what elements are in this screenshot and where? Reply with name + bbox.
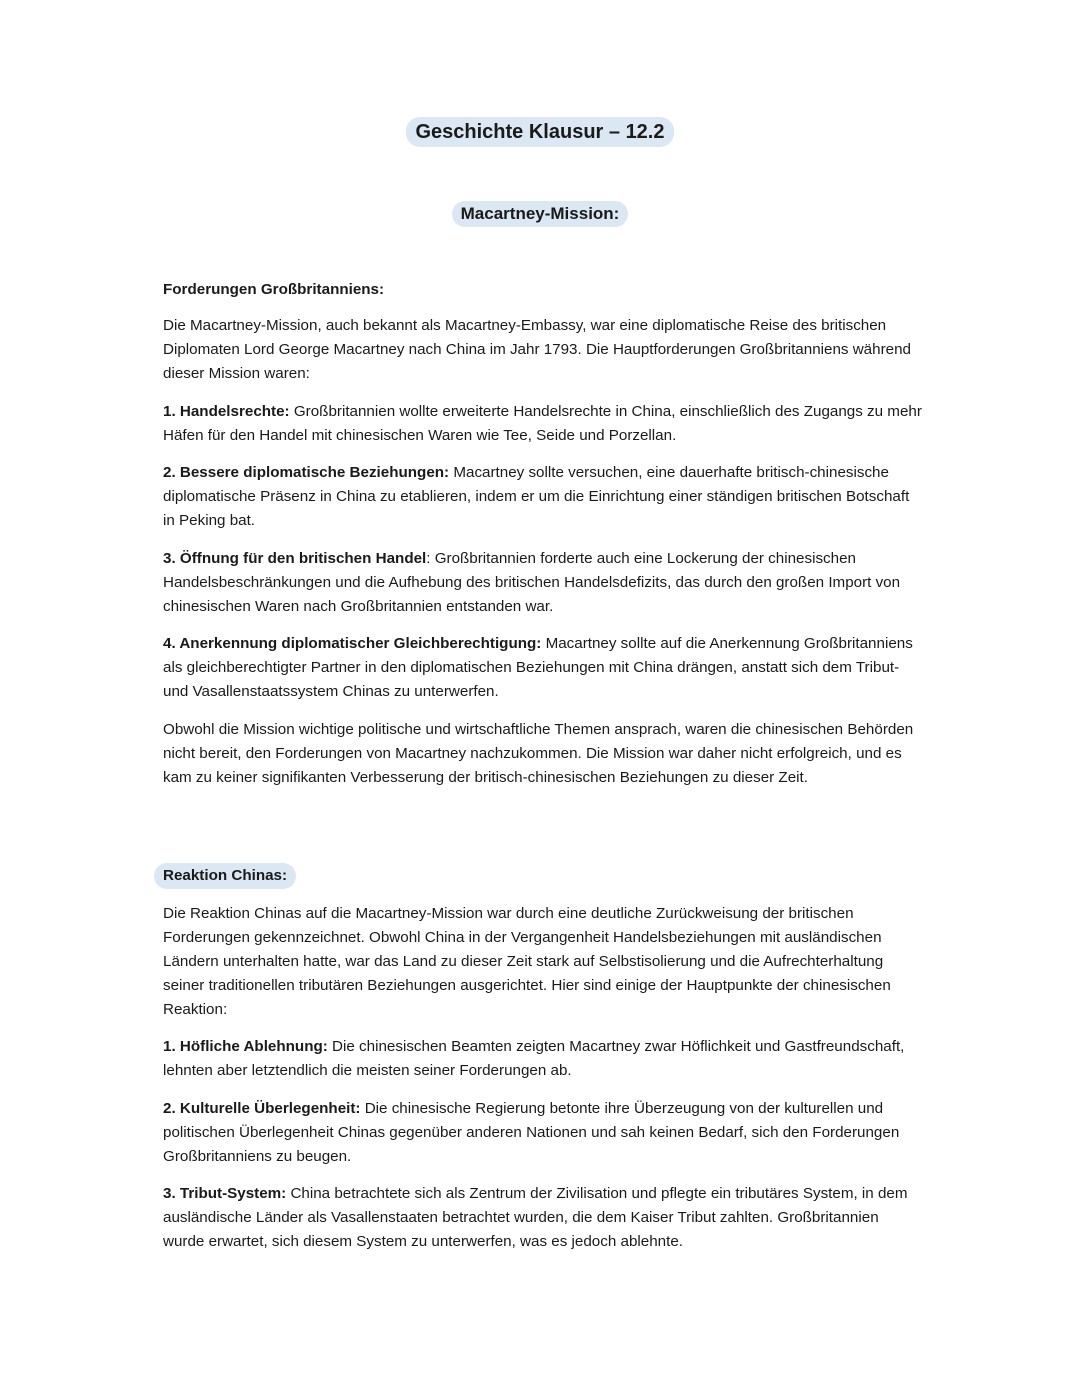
paragraph-intro: Die Reaktion Chinas auf die Macartney-Mission war durch eine deutliche Zurückweisung der britischen Forderungen gekennzeichnet. Obwohl China in der Vergangenheit Handelsbeziehungen mit ausländischen Ländern unterhalten hatte, war das Land zu dieser Zeit stark auf Selbstisolierung und die Aufrechterhaltung seiner traditionellen tributären Beziehungen ausgerichtet. Hier sind einige der Hauptpunkte der chinesischen Reaktion: [163, 905, 891, 1018]
section-reaktion-intro [163, 902, 923, 1022]
page-subtitle: Macartney-Mission: [452, 201, 629, 227]
list-item [163, 547, 923, 619]
section-reaktion [163, 863, 923, 889]
paragraph-conclusion: Obwohl die Mission wichtige politische und wirtschaftliche Themen ansprach, waren die chinesischen Behörden nicht bereit, den Forderungen von Macartney nachzukommen. Die Mission war daher nicht erfolgreich, und es kam zu keiner signifikanten Verbesserung der britisch-chinesischen Beziehungen zu dieser Zeit. [163, 721, 914, 786]
list-item [163, 400, 923, 448]
list-item [163, 1097, 923, 1169]
item-text: Die chinesische Regierung betonte ihre Überzeugung von der kulturellen und politischen Überlegenheit Chinas gegenüber anderen Nationen und sah keinen Bedarf, sich den Forderungen Großbritanniens zu beugen. [163, 1100, 900, 1165]
item-label: 3. Tribut-System: [163, 1185, 287, 1202]
list-item [163, 461, 923, 533]
title-block [0, 117, 1080, 147]
item-label: 2. Bessere diplomatische Beziehungen: [163, 464, 450, 481]
section-heading: Reaktion Chinas: [154, 863, 296, 889]
item-label: 2. Kulturelle Überlegenheit: [163, 1100, 361, 1117]
item-label: 1. Höfliche Ablehnung: [163, 1038, 328, 1055]
item-text: China betrachtete sich als Zentrum der Zivilisation und pflegte ein tributäres System, in dem ausländische Länder als Vasallenstaaten betrachtet wurden, die dem Kaiser Tribut zahlten. Großbritannien wurde erwartet, sich diesem System zu unterwerfen, was es jedoch ablehnte. [163, 1185, 908, 1250]
list-item [163, 1182, 923, 1254]
section-forderungen [163, 278, 923, 302]
item-label: 1. Handelsrechte: [163, 403, 290, 420]
subtitle-block [0, 201, 1080, 227]
paragraph-intro: Die Macartney-Mission, auch bekannt als Macartney-Embassy, war eine diplomatische Reise des britischen Diplomaten Lord George Macartney nach China im Jahr 1793. Die Hauptforderungen Großbritanniens während dieser Mission waren: [163, 317, 911, 382]
item-text: : Großbritannien forderte auch eine Lockerung der chinesischen Handelsbeschränkungen und die Aufhebung des britischen Handelsdefizits, das durch den großen Import von chinesischen Waren nach Großbritannien entstanden war. [163, 550, 901, 615]
item-text: Macartney sollte versuchen, eine dauerhafte britisch-chinesische diplomatische Präsenz in China zu etablieren, indem er um die Einrichtung einer ständigen britischen Botschaft in Peking bat. [163, 464, 910, 529]
item-text: Großbritannien wollte erweiterte Handelsrechte in China, einschließlich des Zugangs zu mehr Häfen für den Handel mit chinesischen Waren wie Tee, Seide und Porzellan. [163, 403, 922, 444]
item-text: Macartney sollte auf die Anerkennung Großbritanniens als gleichberechtigter Partner in den diplomatischen Beziehungen mit China drängen, anstatt sich dem Tribut- und Vasallenstaatssystem Chinas zu unterwerfen. [163, 635, 913, 700]
section-heading: Forderungen Großbritanniens: [163, 281, 385, 298]
list-item [163, 1035, 923, 1083]
list-item [163, 632, 923, 704]
item-label: 4. Anerkennung diplomatischer Gleichberechtigung: [163, 635, 542, 652]
section-forderungen-intro [163, 314, 923, 386]
section-forderungen-conclusion [163, 718, 923, 790]
item-text: Die chinesischen Beamten zeigten Macartney zwar Höflichkeit und Gastfreundschaft, lehnten aber letztendlich die meisten seiner Forderungen ab. [163, 1038, 905, 1079]
item-label: 3. Öffnung für den britischen Handel [163, 550, 427, 567]
page-title: Geschichte Klausur – 12.2 [406, 117, 673, 147]
